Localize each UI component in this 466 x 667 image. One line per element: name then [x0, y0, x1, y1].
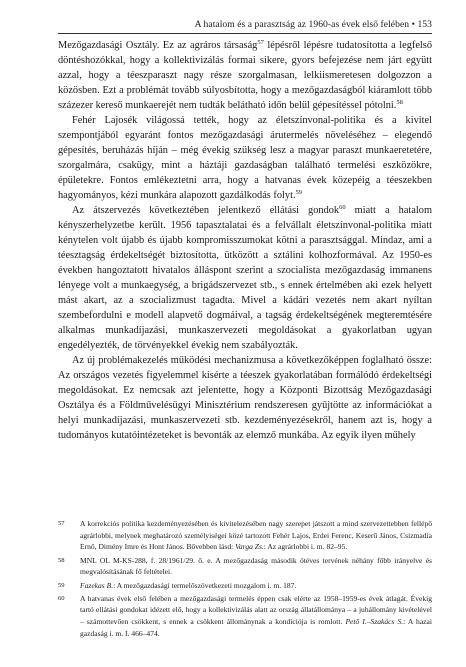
- paragraph: [58, 203, 432, 353]
- page-number: 153: [417, 19, 432, 30]
- footnote-text: A hatvanas évek első felében a mezőgazdasági termelés éppen csak elérte az 1958–1959-es évek átlagát. Évekig tartó ellátási gondokat idézett elő, hogy a kollektivizálás alatt az ország állatállománya – a juhállomány kivételével – számottevően csökkent, s ennek a csökkent állománynak a kondíciója is romlott.: [80, 593, 432, 627]
- paragraph-text: Mezőgazdasági Osztály. Ez az agráros társaság: [58, 40, 258, 51]
- footnote-number: 60: [58, 594, 65, 602]
- footnote-author: Varga Zs.: [235, 542, 264, 552]
- footnote-ref: 59: [295, 189, 303, 196]
- footnote-ref: 60: [339, 204, 346, 211]
- paragraph-text: Az új problémakezelés működési mechanizmusa a következőképpen foglalható össze: Az országos vezetés figyelemmel kísérte a téeszek gyakorlatában formálódó érdekeltségi megoldásokat. Ez nemcsak azt jelentette, hogy a Központi Bizottság Mezőgazdasági Osztálya és a Földművelésügyi Minisztérium rendszeresen gyűjtötte az információkat a helyi munkadíjazási, munkaszervezeti stb. kezdeményezésekről, hanem azt is, hogy a tudományos kutatóintézeteket is bevonták az elemző munkába. Az egyik ilyen műhely: [58, 355, 432, 441]
- footnote-number: 59: [58, 581, 65, 589]
- footnote-author: Fazekas B.: [80, 580, 114, 590]
- footnote-text: MNL OL M-KS-288, f. 28/1961/29. ő. e. A mezőgazdaság második ötéves tervének néhány főbb irányelve és megvalósításának fő feltételei.: [80, 555, 432, 577]
- footnote-author: Pető I.–Szakács S.: [345, 617, 404, 627]
- header-title: A hatalom és a parasztság az 1960-as évek első felében: [194, 19, 410, 30]
- paragraph-text: miatt a hatalom kényszerhelyzetbe került. 1956 tapasztalatai és a felvállalt életszínvonal-politika miatt kénytelen volt újabb és újabb kompromisszumokat kötni a parasztsággal. Mindaz, ami a téesztagság érdekeltségét biztosította, ütközött a sztálini kolhozformával. Az 1950-es években hangoztatott hivatalos álláspont szerint a szocialista mezőgazdaság immanens lényege volt a munkaegység, a brigádszervezet stb., s ennek értelmében aki ezek helyett mást akart, az a szocializmust tagadta. Mivel a kádári vezetés nem akart nyíltan szembefordulni e modell alapvető dogmáival, a tagság érdekeltségének megteremtésére alkalmas munkadíjazási, munkaszervezeti megoldásokat a gyakorlatban ugyan engedélyezték, de törvényekkel évekig nem szabályozták.: [58, 205, 432, 351]
- paragraph: [58, 353, 432, 443]
- paragraph-text: Fehér Lajosék világossá tették, hogy az életszínvonal-politika és a kivitel szempontjából egyaránt fontos mezőgazdasági árutermelés növeléséhez – elegendő gépesítés, beruházás híján – még évekig szükség lesz a magyar paraszt munkaeretetére, szorgalmára, csakügy, mint a háztáji gazdaságban található termelési eszközökre, épületekre. Fontos emlékeztetni arra, hogy a hatvanas évek közepéig a téeszekben hagyományos, kézi munkára alapozott gazdálkodás folyt.: [58, 115, 432, 201]
- header-separator: •: [411, 19, 415, 30]
- footnote-ref: 57: [257, 39, 264, 46]
- body-text: [58, 38, 432, 443]
- footnote: [58, 518, 432, 553]
- footnote: [58, 593, 432, 640]
- footnotes: [58, 518, 432, 641]
- footnote-number: 57: [58, 520, 65, 527]
- footnote-ref: 58: [396, 99, 403, 106]
- footnote: [58, 555, 432, 578]
- footnote-text: A korrekciós politika kezdeményezésében és kivitelezésében nagy szerepet játszott a mind szervezettebben fellépő agrárlobbi, melynek meghatározó személyiségei közé tartozott Fehér Lajos, Erdei Ferenc, Keserű János, Csizmadia Ernő, Dimény Imre és Hont János. Bővebben lásd:: [80, 519, 432, 552]
- running-header: [34, 19, 432, 30]
- paragraph-text: Az átszervezés következtében jelentkező ellátási gondok: [72, 205, 340, 216]
- paragraph: [58, 113, 432, 203]
- paragraph: [58, 38, 432, 113]
- header-rule: [58, 33, 432, 34]
- footnote-text: : A mezőgazdasági termelőszövetkezeti mozgalom i. m. 187.: [113, 580, 297, 590]
- footnote: [58, 580, 432, 592]
- footnote-number: 58: [58, 556, 65, 564]
- footnote-text: : A hazai gazdaság i. m. I. 466–474.: [80, 617, 432, 638]
- paragraph-text: lépésről lépésre tudatosította a legfelső döntéshozókkal, hogy a kollektivizálás formai sikere, gyors befejezése nem járt együtt azzal, hogy a téeszparaszt nagy része szorgalmasan, lelkiismeretesen dolgozzon a közösben. Ezt a problémát tovább súlyosbította, hogy a mezőgazdaságból kiáramlott több százezer kereső munkaerejét nem tudták belátható időn belül gépesítéssel pótolni.: [58, 40, 432, 111]
- footnote-text: : Az agrárlobbi i. m. 82–95.: [263, 542, 348, 552]
